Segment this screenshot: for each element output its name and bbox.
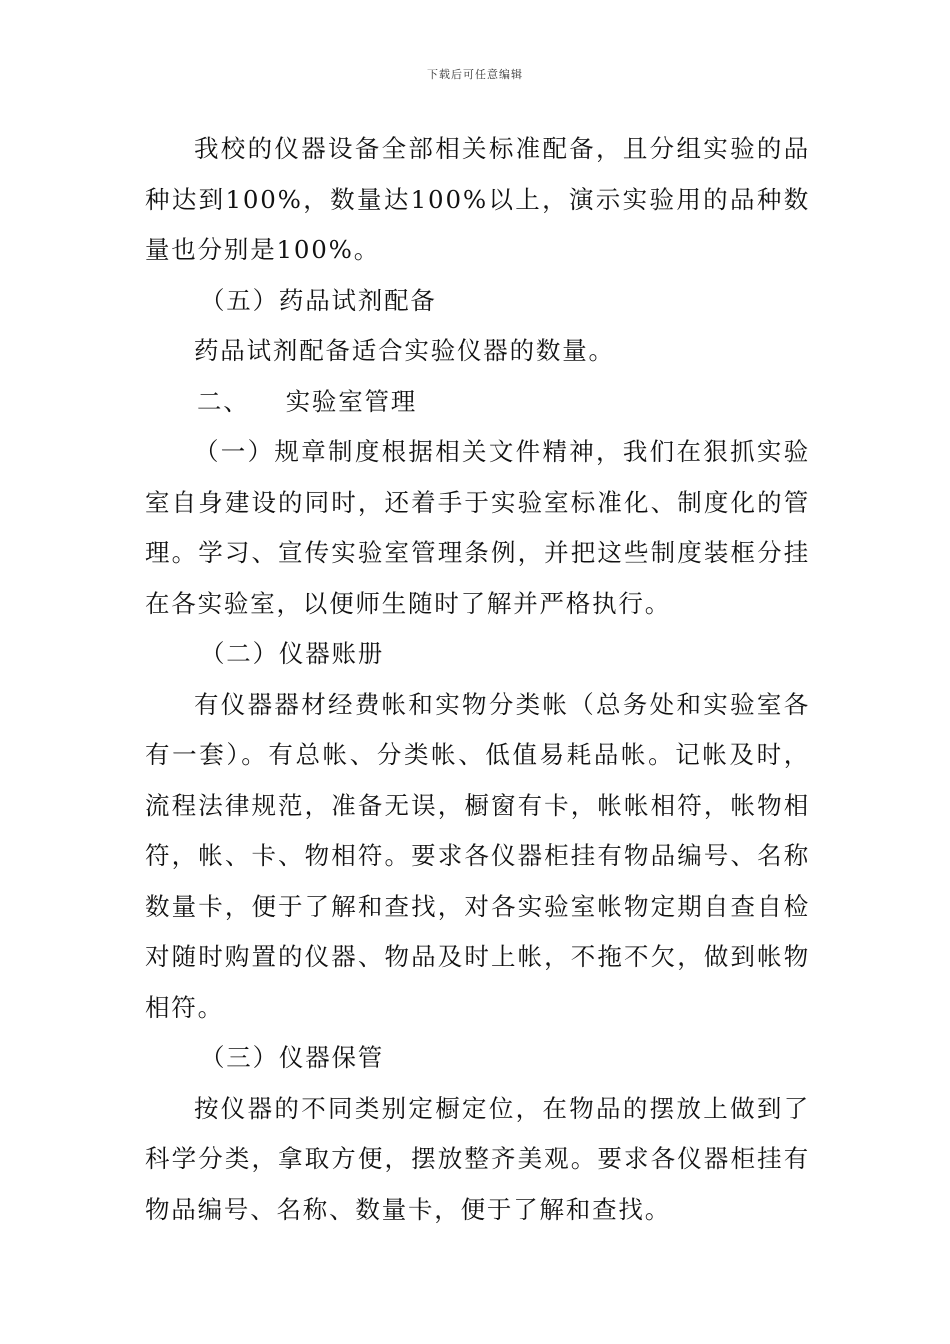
heading-instrument-ledger: （二）仪器账册 [200,639,385,668]
heading-lab-management [145,377,810,428]
heading-instrument-storage: （三）仪器保管 [200,1043,385,1072]
heading-number: 二、 [197,386,250,416]
paragraph-instrument-ledger: 有仪器器材经费帐和实物分类帐（总务处和实验室各有一套）。有总帐、分类帐、低值易耗品帐。记帐及时，流程法律规范，准备无误，橱窗有卡，帐帐相符，帐物相符，帐、卡、物相符。要求各仪器柜挂有物品编号、名称数量卡，便于了解和查找，对各实验室帐物定期自查自检对随时购置的仪器、物品及时上帐，不拖不欠，做到帐物相符。 [145,689,810,1022]
paragraph-equipment-standard: 我校的仪器设备全部相关标准配备，且分组实验的品种达到100%，数量达100%以上，演示实验用的品种数量也分别是100%。 [145,134,810,264]
heading-reagent-supply: （五）药品试剂配备 [200,285,437,315]
paragraph-rules-system: （一）规章制度根据相关文件精神，我们在狠抓实验室自身建设的同时，还着手于实验室标准化、制度化的管理。学习、宣传实验室管理条例，并把这些制度装框分挂在各实验室，以便师生随时了解并严格执行。 [145,437,810,618]
page-header-note: 下载后可任意编辑 [427,68,523,81]
heading-title: 实验室管理 [285,386,418,416]
document-body [145,124,810,1235]
paragraph-instrument-storage: 按仪器的不同类别定橱定位，在物品的摆放上做到了科学分类，拿取方便，摆放整齐美观。要求各仪器柜挂有物品编号、名称、数量卡，便于了解和查找。 [145,1093,810,1224]
paragraph-reagent-supply: 药品试剂配备适合实验仪器的数量。 [194,336,615,365]
